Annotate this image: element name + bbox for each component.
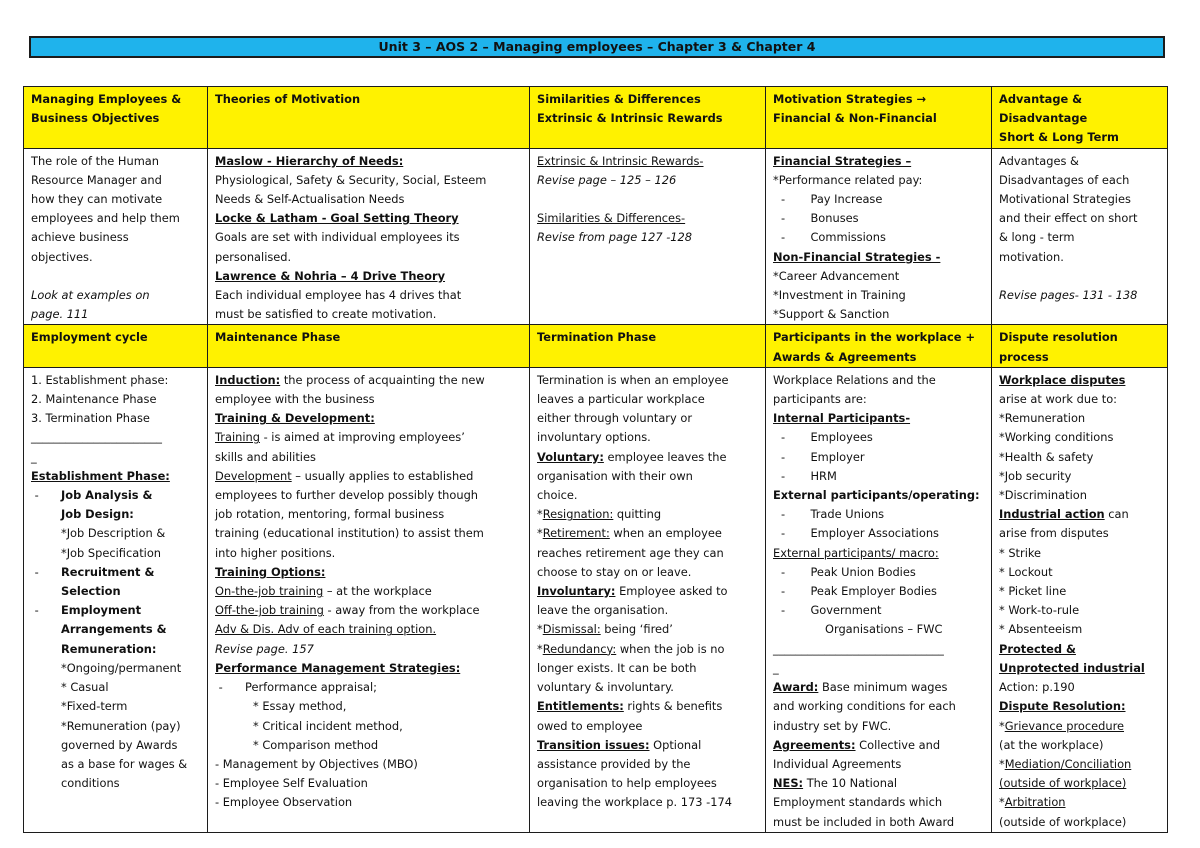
page-title: Unit 3 – AOS 2 – Managing employees – Chapter 3 & Chapter 4	[29, 36, 1165, 58]
cell-advantage-disadvantage: Advantages & Disadvantages of each Motivational Strategies and their effect on short & long - term motivation. Revise pages- 131 - 138	[992, 148, 1168, 325]
header-cell: Maintenance Phase	[208, 325, 530, 367]
cell-motivation-strategies: Financial Strategies – *Performance related pay: - Pay Increase - Bonuses - Commissions Non-Financial Strategies - *Career Advancement *Investment in Training *Support & Sanction	[766, 148, 992, 325]
content-row-1	[24, 148, 1168, 325]
header-cell: Theories of Motivation	[208, 87, 530, 149]
header-cell: Termination Phase	[530, 325, 766, 367]
cell-managing-employees: The role of the Human Resource Manager and how they can motivate employees and help them achieve business objectives. Look at examples on page. 111	[24, 148, 208, 325]
summary-table	[23, 86, 1168, 833]
header-cell: Participants in the workplace + Awards & Agreements	[766, 325, 992, 367]
header-cell: Similarities & Differences Extrinsic & Intrinsic Rewards	[530, 87, 766, 149]
header-cell: Managing Employees & Business Objectives	[24, 87, 208, 149]
header-row-1	[24, 87, 1168, 149]
cell-maintenance-phase: Induction: the process of acquainting the new employee with the business Training & Development: Training - is aimed at improving employees’ skills and abilities Development – usually applies to established employees to further develop possibly though job rotation, mentoring, formal business training (educational institution) to assist them into higher positions. Training Options: On-the-job training – at the workplace Off-the-job training - away from the workplace Adv & Dis. Adv of each training option. Revise page. 157 Performance Management Strategies: - Performance appraisal; * Essay method, * Critical incident method, * Comparison method - Management by Objectives (MBO) - Employee Self Evaluation - Employee Observation	[208, 367, 530, 832]
header-cell: Advantage & Disadvantage Short & Long Term	[992, 87, 1168, 149]
header-row-2	[24, 325, 1168, 367]
header-cell: Employment cycle	[24, 325, 208, 367]
cell-termination-phase: Termination is when an employee leaves a particular workplace either through voluntary or involuntary options. Voluntary: employee leaves the organisation with their own choice. *Resignation: quitting *Retirement: when an employee reaches retirement age they can choose to stay on or leave. Involuntary: Employee asked to leave the organisation. *Dismissal: being ‘fired’ *Redundancy: when the job is no longer exists. It can be both voluntary & involuntary. Entitlements: rights & benefits owed to employee Transition issues: Optional assistance provided by the organisation to help employees leaving the workplace p. 173 -174	[530, 367, 766, 832]
cell-dispute-resolution: Workplace disputes arise at work due to: *Remuneration *Working conditions *Health & safety *Job security *Discrimination Industrial action can arise from disputes * Strike * Lockout * Picket line * Work-to-rule * Absenteeism Protected & Unprotected industrial Action: p.190 Dispute Resolution: *Grievance procedure (at the workplace) *Mediation/Conciliation (outside of workplace) *Arbitration (outside of workplace)	[992, 367, 1168, 832]
cell-similarities-differences: Extrinsic & Intrinsic Rewards- Revise page – 125 – 126 Similarities & Differences- Revise from page 127 -128	[530, 148, 766, 325]
cell-employment-cycle: 1. Establishment phase: 2. Maintenance Phase 3. Termination Phase _______________________ _ Establishment Phase: - Job Analysis & Job Design: *Job Description & *Job Specification - Recruitment & Selection - Employment Arrangements & Remuneration: *Ongoing/permanent * Casual *Fixed-term *Remuneration (pay) governed by Awards as a base for wages & conditions	[24, 367, 208, 832]
header-cell: Motivation Strategies → Financial & Non-Financial	[766, 87, 992, 149]
content-row-2	[24, 367, 1168, 832]
cell-theories-motivation: Maslow - Hierarchy of Needs: Physiological, Safety & Security, Social, Esteem Needs & Self-Actualisation Needs Locke & Latham - Goal Setting Theory Goals are set with individual employees its personalised. Lawrence & Nohria – 4 Drive Theory Each individual employee has 4 drives that must be satisfied to create motivation.	[208, 148, 530, 325]
header-cell: Dispute resolution process	[992, 325, 1168, 367]
cell-participants-awards: Workplace Relations and the participants are: Internal Participants- - Employees - Employer - HRM External participants/operating: - Trade Unions - Employer Associations External participants/ macro: - Peak Union Bodies - Peak Employer Bodies - Government Organisations – FWC ______________________________ _ Award: Base minimum wages and working conditions for each industry set by FWC. Agreements: Collective and Individual Agreements NES: The 10 National Employment standards which must be included in both Award	[766, 367, 992, 832]
